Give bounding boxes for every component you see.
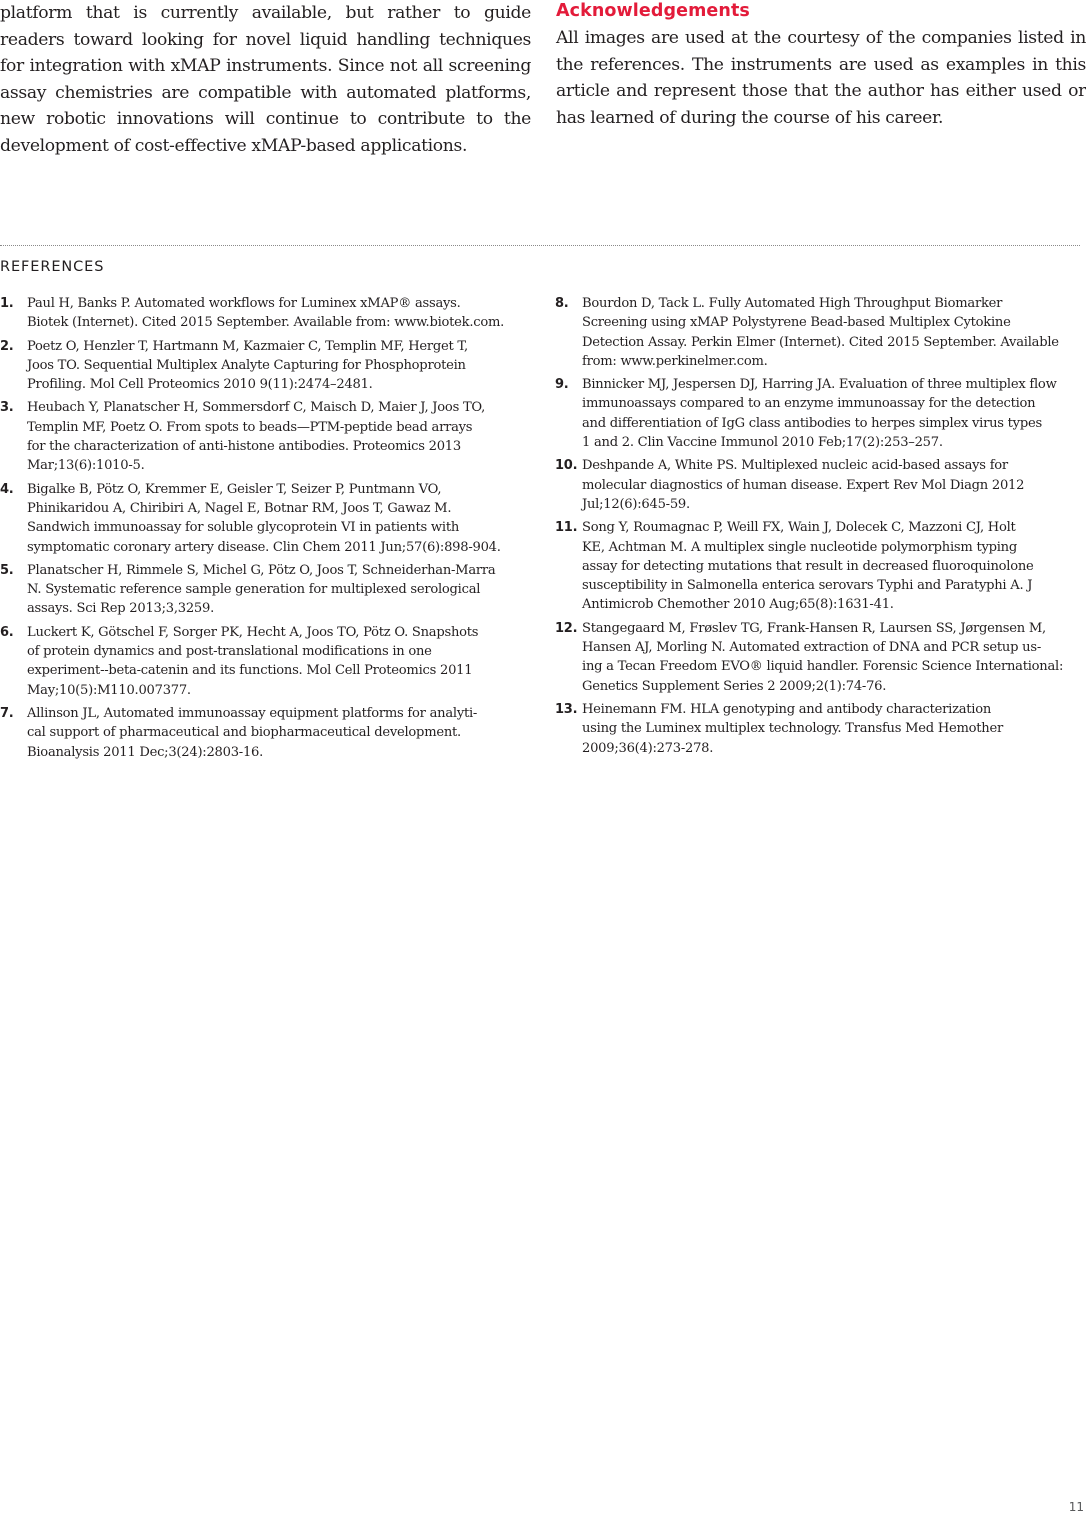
reference-text: Paul H, Banks P. Automated workflows for Luminex xMAP® assays. Biotek (Internet). Cited 2015 September. Available from: www.biotek.com.: [27, 296, 505, 331]
reference-text: Bigalke B, Pötz O, Kremmer E, Geisler T, Seizer P, Puntmann VO, Phinikaridou A, Chiribiri A, Nagel E, Botnar RM, Joos T, Gawaz M. Sandwich immunoassay for soluble glycoprotein VI in patients with symptomatic coronary artery disease. Clin Chem 2011 Jun;57(6):898-904.: [27, 481, 501, 555]
reference-number: 12.: [555, 620, 578, 636]
reference-item: [555, 375, 1086, 452]
reference-item: [0, 337, 528, 395]
reference-item: [0, 398, 528, 475]
reference-number: 8.: [555, 296, 569, 311]
reference-item: [0, 623, 528, 700]
reference-text: Binnicker MJ, Jespersen DJ, Harring JA. Evaluation of three multiplex flow immunoassays compared to an enzyme immunoassay for the detection and differentiation of IgG class antibodies to herpes simplex virus types 1 and 2. Clin Vaccine Immunol 2010 Feb;17(2):253–257.: [582, 377, 1057, 451]
reference-number: 11.: [555, 520, 578, 536]
reference-number: 4.: [0, 481, 14, 497]
acknowledgements-section: [556, 0, 1086, 131]
reference-item: [0, 704, 528, 762]
acknowledgements-heading: Acknowledgements: [556, 1, 750, 21]
reference-text: Heubach Y, Planatscher H, Sommersdorf C, Maisch D, Maier J, Joos TO, Templin MF, Poetz O. From spots to beads—PTM-peptide bead arrays for the characterization of anti-histone antibodies. Proteomics 2013 Mar;13(6):1010-5.: [27, 400, 486, 474]
reference-item: [555, 518, 1086, 614]
reference-item: [555, 619, 1086, 696]
reference-number: 1.: [0, 296, 14, 311]
page-number: 11: [1068, 1500, 1084, 1514]
reference-number: 3.: [0, 400, 14, 416]
reference-number: 13.: [555, 701, 578, 717]
intro-paragraph: platform that is currently available, but rather to guide readers toward looking for novel liquid handling techniques for integration with xMAP instruments. Since not all screening assay chemistries are compatible with automated platforms, new robotic innovations will continue to contribute to the development of cost-effective xMAP-based applications.: [0, 3, 531, 156]
reference-number: 2.: [0, 338, 14, 354]
reference-text: Allinson JL, Automated immunoassay equipment platforms for analyti- cal support of pharmaceutical and biopharmaceutical development. Bioanalysis 2011 Dec;3(24):2803-16.: [27, 705, 478, 760]
reference-text: Luckert K, Götschel F, Sorger PK, Hecht A, Joos TO, Pötz O. Snapshots of protein dynamics and post-translational modifications in one experiment--beta-catenin and its functions. Mol Cell Proteomics 2011 May;10(5):M110.007377.: [27, 624, 479, 698]
reference-item: [0, 480, 528, 557]
reference-item: [0, 294, 528, 333]
reference-item: [0, 561, 528, 619]
intro-column: [0, 0, 531, 160]
reference-text: Heinemann FM. HLA genotyping and antibody characterization using the Luminex multiplex technology. Transfus Med Hemother 2009;36(4):273-278.: [582, 701, 1003, 756]
reference-text: Poetz O, Henzler T, Hartmann M, Kazmaier C, Templin MF, Herget T, Joos TO. Sequential Multiplex Analyte Capturing for Phosphoprotein Profiling. Mol Cell Proteomics 2010 9(11):2474–2481.: [27, 338, 468, 393]
acknowledgements-body: All images are used at the courtesy of the companies listed in the references. The instruments are used as examples in this article and represent those that the author has either used or has learned of during the course of his career.: [556, 28, 1086, 128]
reference-number: 7.: [0, 705, 14, 721]
reference-number: 6.: [0, 624, 14, 640]
references-list-right: [555, 294, 1086, 762]
reference-text: Song Y, Roumagnac P, Weill FX, Wain J, Dolecek C, Mazzoni CJ, Holt KE, Achtman M. A multiplex single nucleotide polymorphism typing assay for detecting mutations that result in decreased fluoroquinolone susceptibility in Salmonella enterica serovars Typhi and Paratyphi A. J Antimicrob Chemother 2010 Aug;65(8):1631-41.: [582, 520, 1034, 613]
reference-text: Deshpande A, White PS. Multiplexed nucleic acid-based assays for molecular diagnostics of human disease. Expert Rev Mol Diagn 2012 Jul;12(6):645-59.: [582, 458, 1025, 512]
reference-item: [555, 456, 1086, 514]
reference-text: Stangegaard M, Frøslev TG, Frank-Hansen R, Laursen SS, Jørgensen M, Hansen AJ, Morling N. Automated extraction of DNA and PCR setup us- ing a Tecan Freedom EVO® liquid handler. Forensic Science International: Genetics Supplement Series 2 2009;2(1):74-76.: [582, 620, 1064, 694]
references-heading: REFERENCES: [0, 259, 105, 275]
references-list-left: [0, 294, 528, 766]
section-divider: [0, 245, 1080, 246]
reference-text: Bourdon D, Tack L. Fully Automated High Throughput Biomarker Screening using xMAP Polystyrene Bead-based Multiplex Cytokine Detection Assay. Perkin Elmer (Internet). Cited 2015 September. Available from: www.perkinelmer.com.: [582, 296, 1059, 369]
reference-number: 10.: [555, 458, 578, 474]
reference-item: [555, 700, 1086, 758]
reference-text: Planatscher H, Rimmele S, Michel G, Pötz O, Joos T, Schneiderhan-Marra N. Systematic reference sample generation for multiplexed serological assays. Sci Rep 2013;3,3259.: [27, 562, 496, 617]
reference-number: 5.: [0, 562, 14, 578]
reference-number: 9.: [555, 377, 569, 393]
reference-item: [555, 294, 1086, 371]
